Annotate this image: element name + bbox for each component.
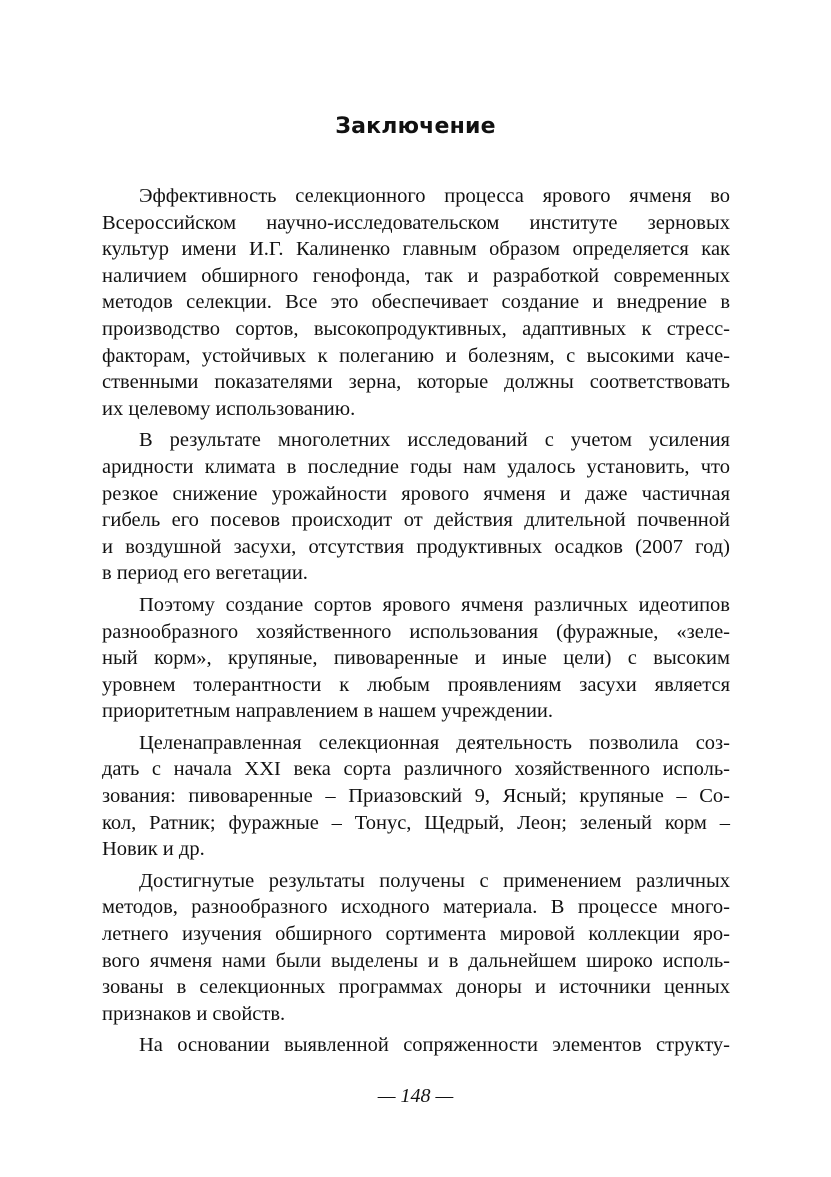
text-line: кол, Ратник; фуражные – Тонус, Щедрый, Леон; зеленый корм – bbox=[102, 811, 730, 834]
text-line: Всероссийском научно-исследовательском институте зерновых bbox=[102, 211, 730, 234]
text-line: зования: пивоваренные – Приазовский 9, Ясный; крупяные – Со- bbox=[102, 785, 730, 808]
text-line: зованы в селекционных программах доноры и источники ценных bbox=[102, 976, 730, 999]
text-line: ный корм», крупяные, пивоваренные и иные цели) с высоким bbox=[102, 647, 730, 670]
text-line: признаков и свойств. bbox=[102, 1002, 286, 1025]
text-line: аридности климата в последние годы нам удалось установить, что bbox=[102, 455, 730, 478]
text-line: летнего изучения обширного сортимента мировой коллекции яро- bbox=[102, 923, 730, 946]
paragraph bbox=[102, 183, 730, 422]
text-line: дать с начала XXI века сорта различного хозяйственного исполь- bbox=[102, 758, 730, 781]
paragraph bbox=[102, 592, 730, 725]
text-line: Поэтому создание сортов ярового ячменя различных идеотипов bbox=[139, 593, 730, 616]
section-heading: Заключение bbox=[335, 114, 496, 139]
text-line: В результате многолетних исследований с учетом усиления bbox=[139, 429, 730, 452]
text-line: факторам, устойчивых к полеганию и болезням, с высокими каче- bbox=[102, 344, 730, 367]
text-line: разнообразного хозяйственного использования (фуражные, «зеле- bbox=[102, 620, 730, 643]
text-line: в период его вегетации. bbox=[102, 562, 308, 585]
text-line: Достигнутые результаты получены с применением различных bbox=[139, 869, 730, 892]
text-line: наличием обширного генофонда, так и разработкой современных bbox=[102, 264, 730, 287]
paragraph bbox=[102, 868, 730, 1028]
body-text bbox=[102, 183, 730, 1059]
text-line: ственными показателями зерна, которые должны соответствовать bbox=[102, 371, 730, 394]
paragraph bbox=[102, 730, 730, 863]
text-line: вого ячменя нами были выделены и в дальнейшем широко исполь- bbox=[102, 949, 730, 972]
text-line: гибель его посевов происходит от действия длительной почвенной bbox=[102, 509, 730, 532]
text-line: культур имени И.Г. Калиненко главным образом определяется как bbox=[102, 238, 730, 261]
paragraph bbox=[102, 427, 730, 587]
text-line: уровнем толерантности к любым проявлениям засухи является bbox=[102, 673, 730, 696]
text-line: методов селекции. Все это обеспечивает создание и внедрение в bbox=[102, 291, 730, 314]
text-line: Эффективность селекционного процесса ярового ячменя во bbox=[139, 185, 730, 207]
paragraph bbox=[102, 1032, 730, 1059]
text-line: Целенаправленная селекционная деятельность позволила соз- bbox=[139, 731, 730, 754]
text-line: Новик и др. bbox=[102, 838, 205, 861]
text-line: их целевому использованию. bbox=[102, 397, 356, 420]
page-number: — 148 — bbox=[377, 1085, 454, 1107]
text-line: резкое снижение урожайности ярового ячменя и даже частичная bbox=[102, 482, 730, 505]
text-line: и воздушной засухи, отсутствия продуктивных осадков (2007 год) bbox=[102, 535, 730, 558]
text-line: методов, разнообразного исходного материала. В процессе много- bbox=[102, 896, 730, 919]
text-line: На основании выявленной сопряженности элементов структу- bbox=[139, 1034, 730, 1057]
text-line: производство сортов, высокопродуктивных, адаптивных к стресс- bbox=[102, 317, 730, 340]
text-line: приоритетным направлением в нашем учреждении. bbox=[102, 700, 554, 723]
